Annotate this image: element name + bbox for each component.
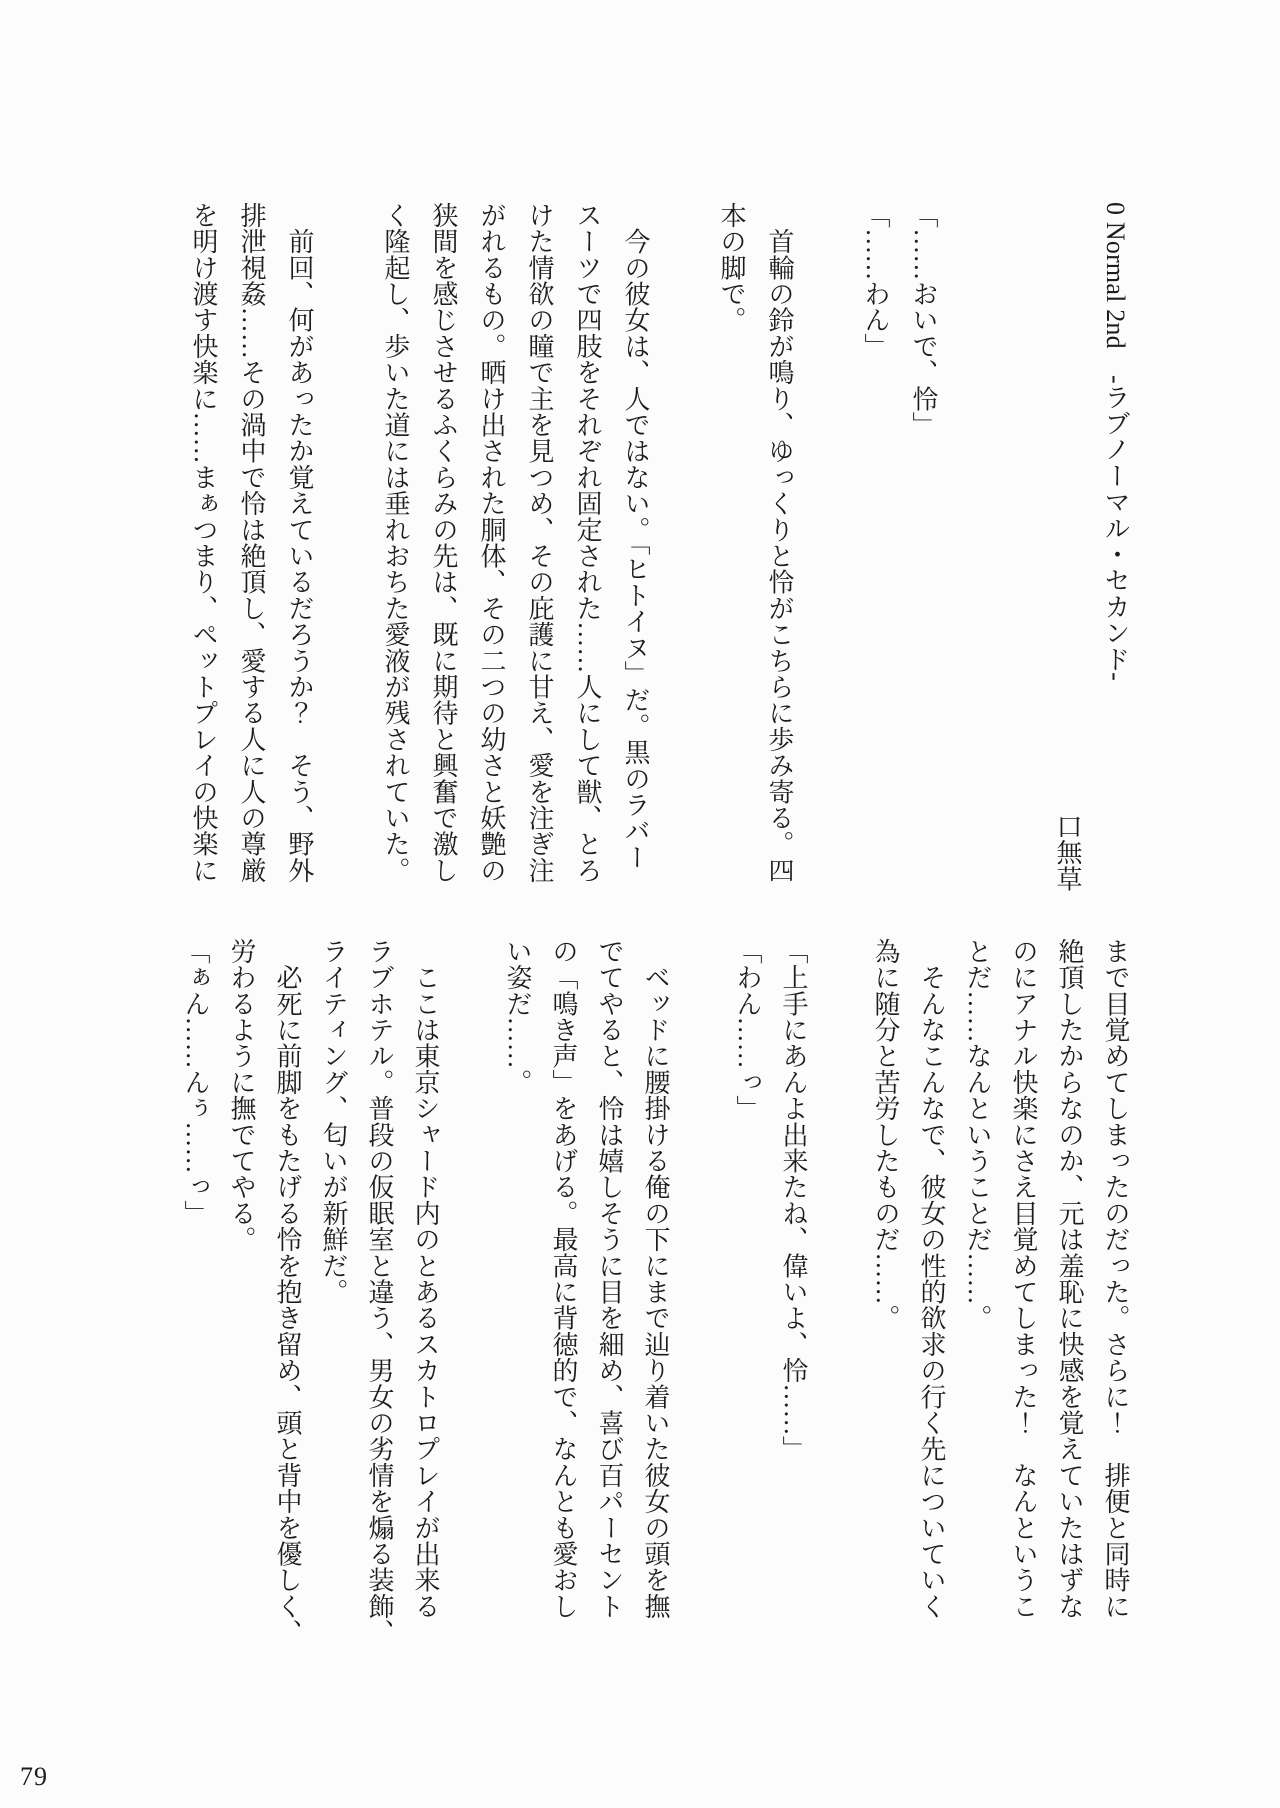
text-line: でてやると、怜は嬉しそうに目を細め、喜び百パーセント bbox=[595, 938, 624, 1620]
bottom-text-block bbox=[181, 938, 1130, 1646]
text-line: 労わるように撫でてやる。 bbox=[227, 938, 256, 1253]
text-line: ベッドに腰掛ける俺の下にまで辿り着いた彼女の頭を撫 bbox=[641, 938, 670, 1620]
text-line: のにアナル快楽にさえ目覚めてしまった！ なんというこ bbox=[1009, 938, 1038, 1620]
author-name: 口無草 bbox=[1053, 813, 1082, 892]
text-line: がれるもの。晒け出された胴体、その二つの幼さと妖艶の bbox=[477, 202, 506, 884]
text-line: い姿だ……。 bbox=[503, 938, 532, 1096]
text-line: の「鳴き声」をあげる。最高に背徳的で、なんとも愛おし bbox=[549, 938, 578, 1620]
page-title: 0 Normal 2nd -ラブノーマル・セカンド- bbox=[1101, 202, 1130, 681]
text-line: 狭間を感じさせるふくらみの先は、既に期待と興奮で激し bbox=[429, 202, 458, 884]
text-line: 為に随分と苦労したものだ……。 bbox=[871, 938, 900, 1331]
text-line: ライティング、匂いが新鮮だ。 bbox=[319, 938, 348, 1305]
text-line: 必死に前脚をもたげる怜を抱き留め、頭と背中を優しく、 bbox=[273, 938, 302, 1646]
text-line: スーツで四肢をそれぞれ固定された……人にして獣、とろ bbox=[573, 202, 602, 884]
text-line: 排泄視姦……その渦中で怜は絶頂し、愛する人に人の尊厳 bbox=[237, 202, 266, 884]
text-line: 前回、何があったか覚えているだろうか？ そう、野外 bbox=[285, 202, 314, 884]
text-line: 「……わん」 bbox=[861, 202, 890, 360]
text-line: けた情欲の瞳で主を見つめ、その庇護に甘え、愛を注ぎ注 bbox=[525, 202, 554, 884]
text-line: そんなこんなで、彼女の性的欲求の行く先についていく bbox=[917, 938, 946, 1620]
text-line: く隆起し、歩いた道には垂れおちた愛液が残されていた。 bbox=[381, 202, 410, 884]
text-line: 首輪の鈴が鳴り、ゆっくりと怜がこちらに歩み寄る。四 bbox=[765, 202, 794, 884]
text-line: 「わん……っ」 bbox=[733, 938, 762, 1122]
top-text-block bbox=[190, 202, 1128, 892]
text-line: ラブホテル。普段の仮眠室と違う、男女の劣情を煽る装飾、 bbox=[365, 938, 394, 1646]
text-line: 絶頂したからなのか、元は羞恥に快感を覚えていたはずな bbox=[1055, 938, 1084, 1620]
text-line: 「……おいで、怜」 bbox=[909, 202, 938, 438]
text-line: 今の彼女は、人ではない。「ヒトイヌ」だ。黒のラバー bbox=[621, 202, 650, 871]
text-line: ここは東京シャード内のとあるスカトロプレイが出来る bbox=[411, 938, 440, 1620]
text-line: を明け渡す快楽に……まぁつまり、ペットプレイの快楽に bbox=[189, 202, 218, 884]
text-line: 「ぁん……んぅ……っ」 bbox=[181, 938, 210, 1227]
text-line: 本の脚で。 bbox=[717, 202, 746, 333]
text-line: まで目覚めてしまったのだった。さらに！ 排便と同時に bbox=[1101, 938, 1130, 1620]
text-line: 「上手にあんよ出来たね、偉いよ、怜……」 bbox=[779, 938, 808, 1462]
page-number: 79 bbox=[20, 1762, 48, 1791]
text-line: とだ……なんということだ……。 bbox=[963, 938, 992, 1331]
